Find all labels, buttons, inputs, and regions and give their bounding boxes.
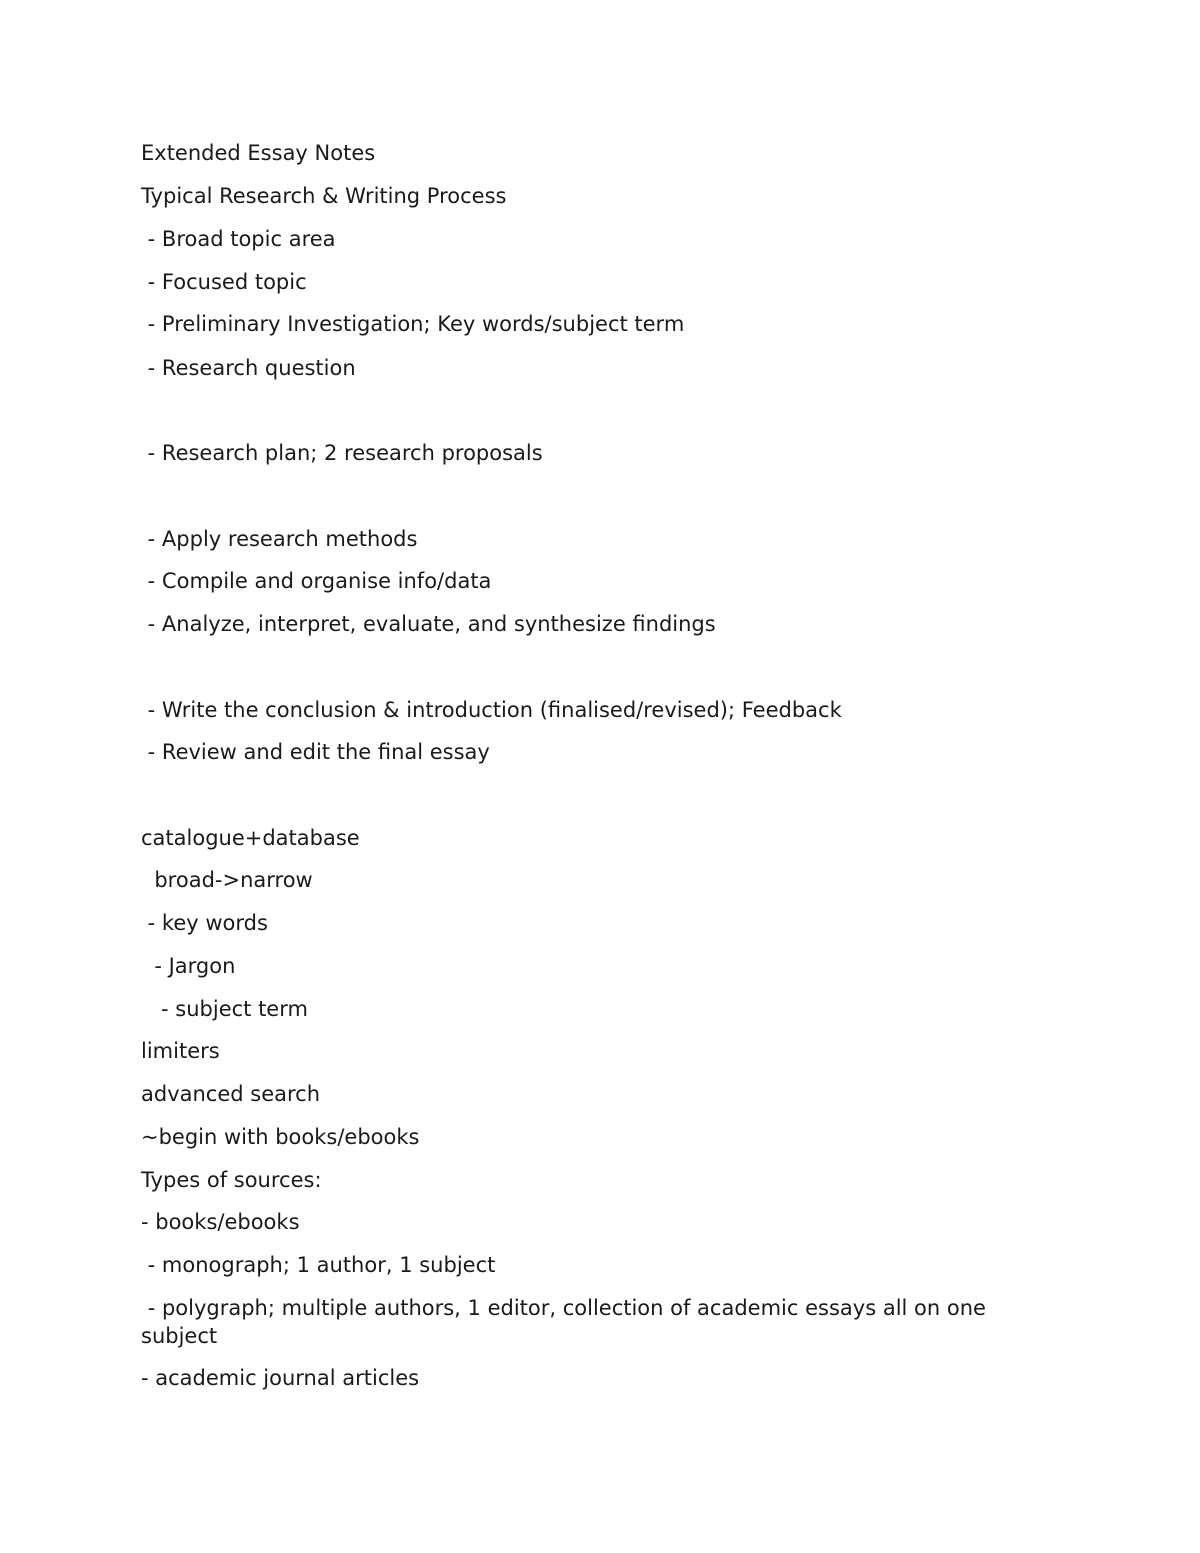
text-line: Types of sources: bbox=[141, 1168, 322, 1192]
text-line: - monograph; 1 author, 1 subject bbox=[141, 1253, 496, 1277]
document-title: Extended Essay Notes bbox=[141, 141, 376, 165]
text-line: - Compile and organise info/data bbox=[141, 569, 492, 593]
text-line: - Jargon bbox=[141, 954, 236, 978]
text-line: - subject term bbox=[141, 997, 308, 1021]
text-line: - Analyze, interpret, evaluate, and synthesize findings bbox=[141, 612, 716, 636]
text-line: - polygraph; multiple authors, 1 editor, collection of academic essays all on one subject bbox=[141, 1296, 993, 1348]
text-line: - Preliminary Investigation; Key words/subject term bbox=[141, 312, 685, 336]
text-line: - key words bbox=[141, 911, 268, 935]
text-line: catalogue+database bbox=[141, 826, 360, 850]
text-line: - books/ebooks bbox=[141, 1210, 300, 1234]
text-line: ~begin with books/ebooks bbox=[141, 1125, 420, 1149]
text-line: - Review and edit the final essay bbox=[141, 740, 490, 764]
text-line: broad->narrow bbox=[141, 868, 313, 892]
text-line: - Apply research methods bbox=[141, 527, 418, 551]
text-line: Typical Research & Writing Process bbox=[141, 184, 507, 208]
text-line: - academic journal articles bbox=[141, 1366, 420, 1390]
text-line: - Research question bbox=[141, 356, 356, 380]
text-line: - Broad topic area bbox=[141, 227, 336, 251]
text-line: limiters bbox=[141, 1039, 220, 1063]
text-line: - Research plan; 2 research proposals bbox=[141, 441, 543, 465]
text-line: advanced search bbox=[141, 1082, 321, 1106]
text-line: - Focused topic bbox=[141, 270, 307, 294]
text-line: - Write the conclusion & introduction (finalised/revised); Feedback bbox=[141, 698, 842, 722]
